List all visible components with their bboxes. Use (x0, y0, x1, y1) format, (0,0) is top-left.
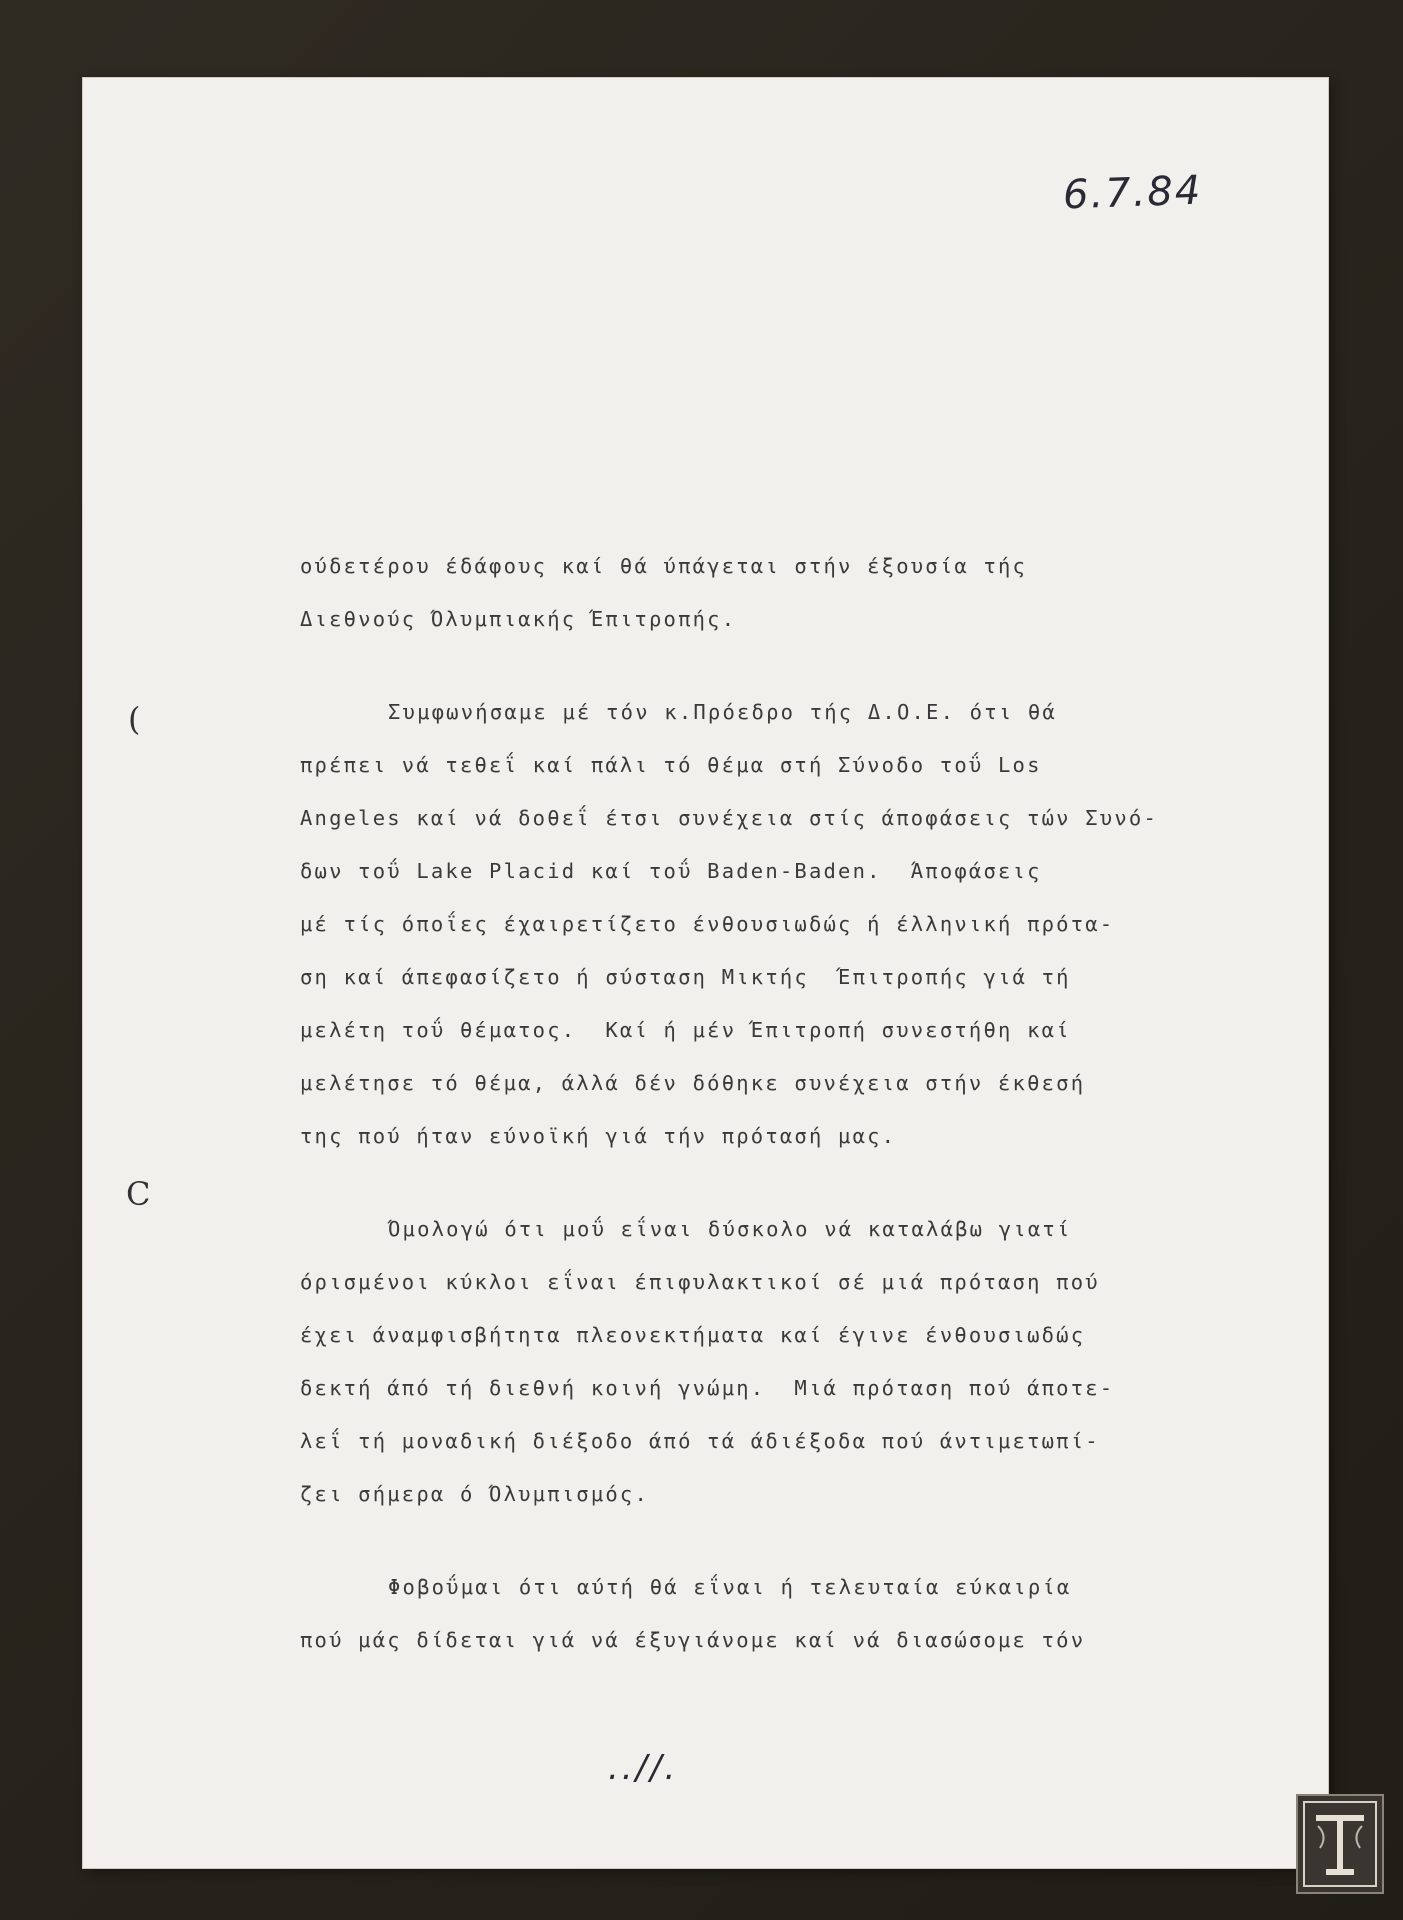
archive-logo-icon (1296, 1794, 1384, 1894)
text-line: μέ τίς όποΐες έχαιρετίζετο ένθουσιωδώς ή έλληνική πρότα- (300, 912, 1115, 936)
text-line: έχει άναμφισβήτητα πλεονεκτήματα καί έγινε ένθουσιωδώς (300, 1323, 1086, 1347)
text-line: ση καί άπεφασίζετο ή σύσταση Μικτής Έπιτροπής γιά τή (300, 965, 1071, 989)
margin-mark-paren: ( (128, 700, 141, 738)
text-line (300, 1163, 1230, 1203)
text-line (300, 646, 1230, 686)
text-line: Διεθνούς Όλυμπιακής Έπιτροπής. (300, 607, 737, 631)
text-line: πού μάς δίδεται γιά νά έξυγιάνομε καί νά διασώσομε τόν (300, 1628, 1086, 1652)
text-line: Συμφωνήσαμε μέ τόν κ.Πρόεδρο τής Δ.Ο.Ε. ότι θά (388, 700, 1057, 724)
text-line: ούδετέρου έδάφους καί θά ύπάγεται στήν έξουσία τής (300, 554, 1028, 578)
page-continuation-mark: ..//. (608, 1748, 679, 1788)
text-line: μελέτησε τό θέμα, άλλά δέν δόθηκε συνέχεια στήν έκθεσή (300, 1071, 1086, 1095)
text-line: Όμολογώ ότι μοΰ εΐναι δύσκολο νά καταλάβω γιατί (388, 1217, 1072, 1241)
text-line: Angeles καί νά δοθεΐ έτσι συνέχεια στίς άποφάσεις τών Συνό- (300, 806, 1158, 830)
margin-mark-c: C (126, 1175, 151, 1213)
text-line: Φοβοΰμαι ότι αύτή θά εΐναι ή τελευταία εύκαιρία (388, 1575, 1072, 1599)
text-line: μελέτη τοΰ θέματος. Καί ή μέν Έπιτροπή συνεστήθη καί (300, 1018, 1071, 1042)
typed-text-body (300, 540, 1230, 1667)
text-line: ζει σήμερα ό Όλυμπισμός. (300, 1482, 650, 1506)
text-line: όρισμένοι κύκλοι εΐναι έπιφυλακτικοί σέ μιά πρόταση πού (300, 1270, 1100, 1294)
handwritten-date: 6.7.84 (1062, 167, 1203, 219)
text-line (300, 1521, 1230, 1561)
text-line: δων τοΰ Lake Placid καί τοΰ Baden-Baden. Άποφάσεις (300, 859, 1042, 883)
text-line: της πού ήταν εύνοϊκή γιά τήν πρότασή μας. (300, 1124, 897, 1148)
text-line: λεΐ τή μοναδική διέξοδο άπό τά άδιέξοδα πού άντιμετωπί- (300, 1429, 1100, 1453)
text-line: πρέπει νά τεθεΐ καί πάλι τό θέμα στή Σύνοδο τοΰ Los (300, 753, 1042, 777)
text-line: δεκτή άπό τή διεθνή κοινή γνώμη. Μιά πρόταση πού άποτε- (300, 1376, 1115, 1400)
